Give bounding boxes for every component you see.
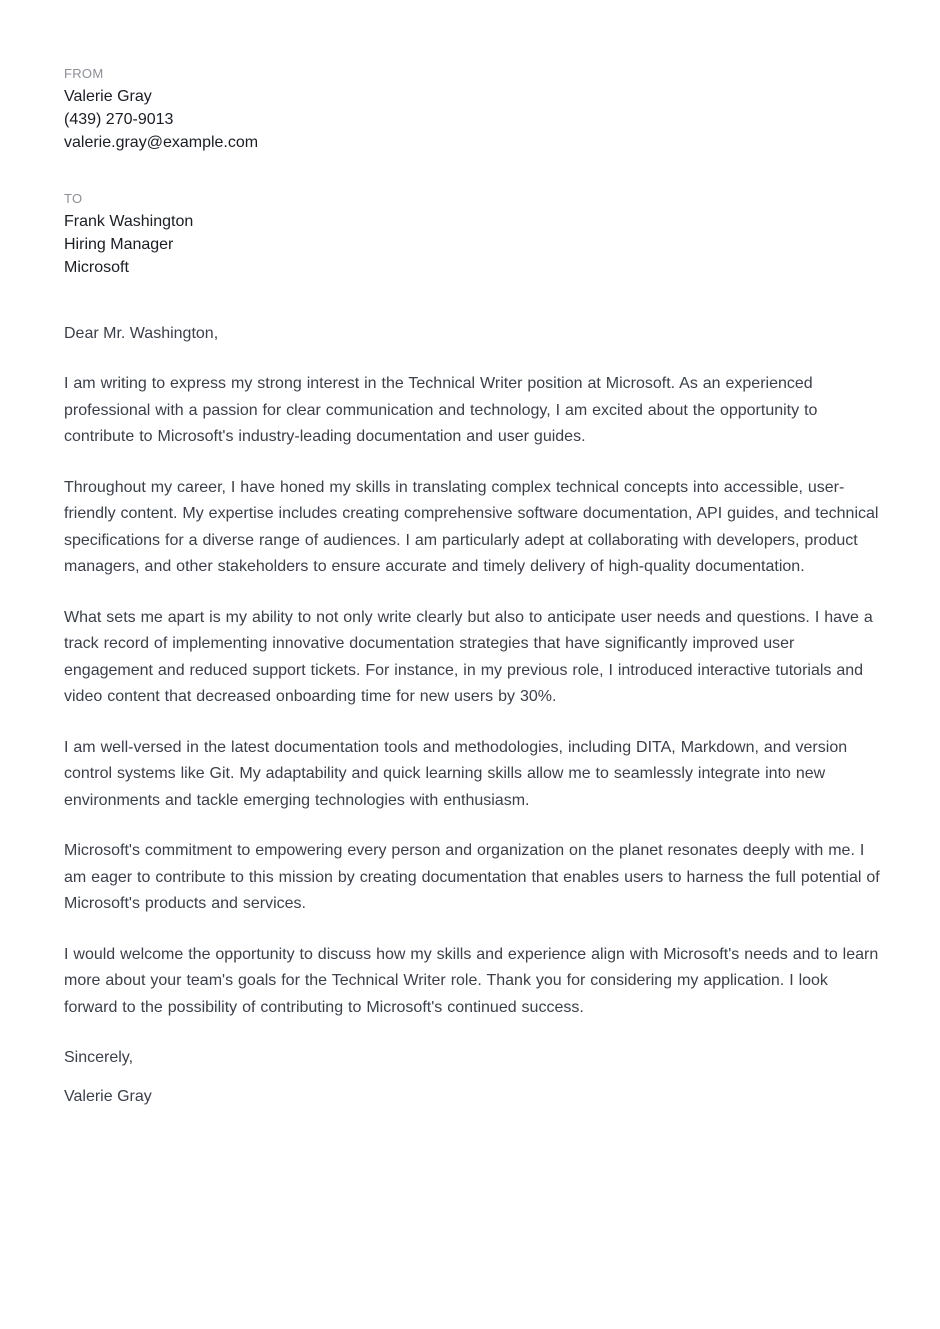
body-paragraph-1: I am writing to express my strong interest in the Technical Writer position at Microsoft. As an experienced professional with a passion for clear communication and technology, I am excited about the opportunity to contribute to Microsoft's industry-leading documentation and user guides. [64, 375, 818, 445]
salutation: Dear Mr. Washington, [64, 325, 219, 342]
signature: Valerie Gray [64, 1088, 152, 1105]
recipient-company: Microsoft [64, 259, 129, 276]
sender-name: Valerie Gray [64, 88, 152, 105]
body-paragraph-3: What sets me apart is my ability to not only write clearly but also to anticipate user needs and questions. I have a track record of implementing innovative documentation strategies that have significantly improved user engagement and reduced support tickets. For instance, in my previous role, I introduced interactive tutorials and video content that decreased onboarding time for new users by 30%. [64, 608, 873, 705]
letter-body [64, 371, 884, 1021]
recipient-block [64, 191, 884, 279]
recipient-title: Hiring Manager [64, 236, 174, 253]
body-paragraph-2: Throughout my career, I have honed my skills in translating complex technical concepts into accessible, user-friendly content. My expertise includes creating comprehensive software documentation, API guides, and technical specifications for a diverse range of audiences. I am particularly adept at collaborating with developers, product managers, and other stakeholders to ensure accurate and timely delivery of high-quality documentation. [64, 478, 879, 575]
body-paragraph-6: I would welcome the opportunity to discuss how my skills and experience align with Microsoft's needs and to learn more about your team's goals for the Technical Writer role. Thank you for considering my application. I look forward to the possibility of contributing to Microsoft's continued success. [64, 945, 879, 1016]
from-label: FROM [64, 66, 104, 81]
closing: Sincerely, [64, 1049, 134, 1066]
body-paragraph-5: Microsoft's commitment to empowering every person and organization on the planet resonates deeply with me. I am eager to contribute to this mission by creating documentation that enables users to harness the full potential of Microsoft's products and services. [64, 842, 880, 912]
sender-email: valerie.gray@example.com [64, 134, 259, 151]
recipient-name: Frank Washington [64, 213, 194, 230]
sender-phone: (439) 270-9013 [64, 111, 174, 128]
body-paragraph-4: I am well-versed in the latest documentation tools and methodologies, including DITA, Markdown, and version control systems like Git. My adaptability and quick learning skills allow me to seamlessly integrate into new environments and tackle emerging technologies with enthusiasm. [64, 738, 848, 809]
to-label: TO [64, 191, 83, 206]
sender-block [64, 66, 884, 154]
